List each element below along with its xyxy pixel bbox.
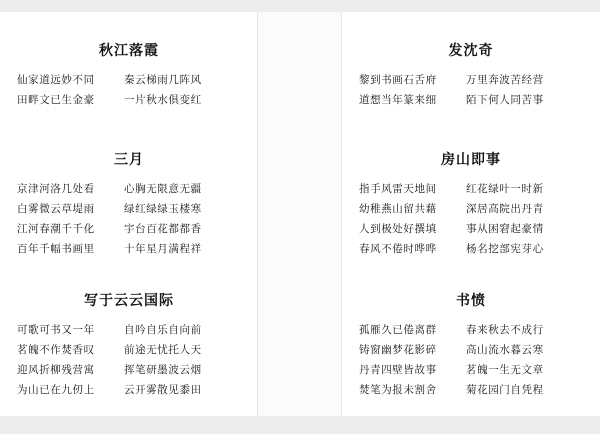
poem-line: 前途无忧托人天 — [124, 344, 202, 356]
poem-column-2 — [466, 320, 561, 400]
poem-line: 挥笔研墨波云烟 — [124, 364, 202, 376]
poem-line: 迎风折柳残营寓 — [17, 364, 95, 376]
poem-line: 春来秋去不成行 — [466, 324, 544, 336]
poem-line: 仙家道远妙不同 — [17, 74, 95, 86]
poem-line: 茗魄一生无文章 — [466, 364, 544, 376]
poem-column-2 — [124, 320, 219, 400]
poem-line: 自吟自乐自向前 — [124, 324, 202, 336]
poem-line: 为山已在九仞上 — [17, 384, 95, 396]
poem-line: 道想当年篆来细 — [359, 94, 437, 106]
poem-column-2 — [466, 179, 561, 259]
poem-line: 杨名挖部宪芽心 — [466, 243, 544, 255]
poem-line: 人到极处好撰填 — [359, 223, 437, 235]
poem-title: 秋江落霞 — [99, 43, 159, 59]
poem-title: 房山即事 — [441, 152, 501, 168]
poem-line: 陌下何人同苦事 — [466, 94, 544, 106]
poem-column-2 — [124, 179, 219, 259]
poem-line: 深居高院出丹青 — [466, 203, 544, 215]
poem-line: 高山流水暮云寒 — [466, 344, 544, 356]
poem-line: 江河春潮千千化 — [17, 223, 95, 235]
poem-line: 白雾微云草堤雨 — [17, 203, 95, 215]
poem-title: 三月 — [114, 152, 144, 168]
left-page — [0, 12, 258, 416]
poem-line: 可歌可书又一年 — [17, 324, 95, 336]
poem-title: 写于云云国际 — [84, 293, 174, 309]
poem-line: 十年星月满程祥 — [124, 243, 202, 255]
poem-title: 书愤 — [456, 293, 486, 309]
poem-line: 丹青四壁皆故事 — [359, 364, 437, 376]
poem-line: 红花绿叶一时新 — [466, 183, 544, 195]
poem-line: 春风不倦时哗哗 — [359, 243, 437, 255]
poem-line: 田畔文已生金豪 — [17, 94, 95, 106]
poem-line: 菊花园门自凭程 — [466, 384, 544, 396]
poem-line: 孤雁久已倦离群 — [359, 324, 437, 336]
poem-title: 发沈奇 — [448, 43, 494, 59]
poem-line: 黎到书画石舌府 — [359, 74, 437, 86]
poem-line: 一片秋水俱变红 — [124, 94, 202, 106]
poem-column-1 — [359, 320, 454, 400]
poem-column-1 — [17, 70, 112, 110]
poem-line: 宇台百花都都香 — [124, 223, 202, 235]
poem-column-1 — [359, 70, 454, 110]
poem-column-1 — [359, 179, 454, 259]
poem-line: 秦云梯雨几阵风 — [124, 74, 202, 86]
poem-column-2 — [466, 70, 561, 110]
poem-column-1 — [17, 320, 112, 400]
right-page — [342, 12, 600, 416]
poem-column-1 — [17, 179, 112, 259]
poem-line: 幼稚燕山留共藉 — [359, 203, 437, 215]
poem-line: 云开雾散见黍田 — [124, 384, 202, 396]
poem-line: 焚笔为报未割舍 — [359, 384, 437, 396]
poem-line: 京津河洛几处看 — [17, 183, 95, 195]
gutter-page — [258, 12, 342, 416]
poem-line: 茗魄不作焚香叹 — [17, 344, 95, 356]
poem-line: 指手风雷天地间 — [359, 183, 437, 195]
poem-line: 心胸无限意无疆 — [124, 183, 202, 195]
poem-line: 事从困窘起豪情 — [466, 223, 544, 235]
poem-line: 万里奔波苦经营 — [466, 74, 544, 86]
poem-line: 绿红绿绿玉楼寒 — [124, 203, 202, 215]
poem-line: 铸窗幽梦花影碎 — [359, 344, 437, 356]
poem-line: 百年千幅书画里 — [17, 243, 95, 255]
poem-column-2 — [124, 70, 219, 110]
